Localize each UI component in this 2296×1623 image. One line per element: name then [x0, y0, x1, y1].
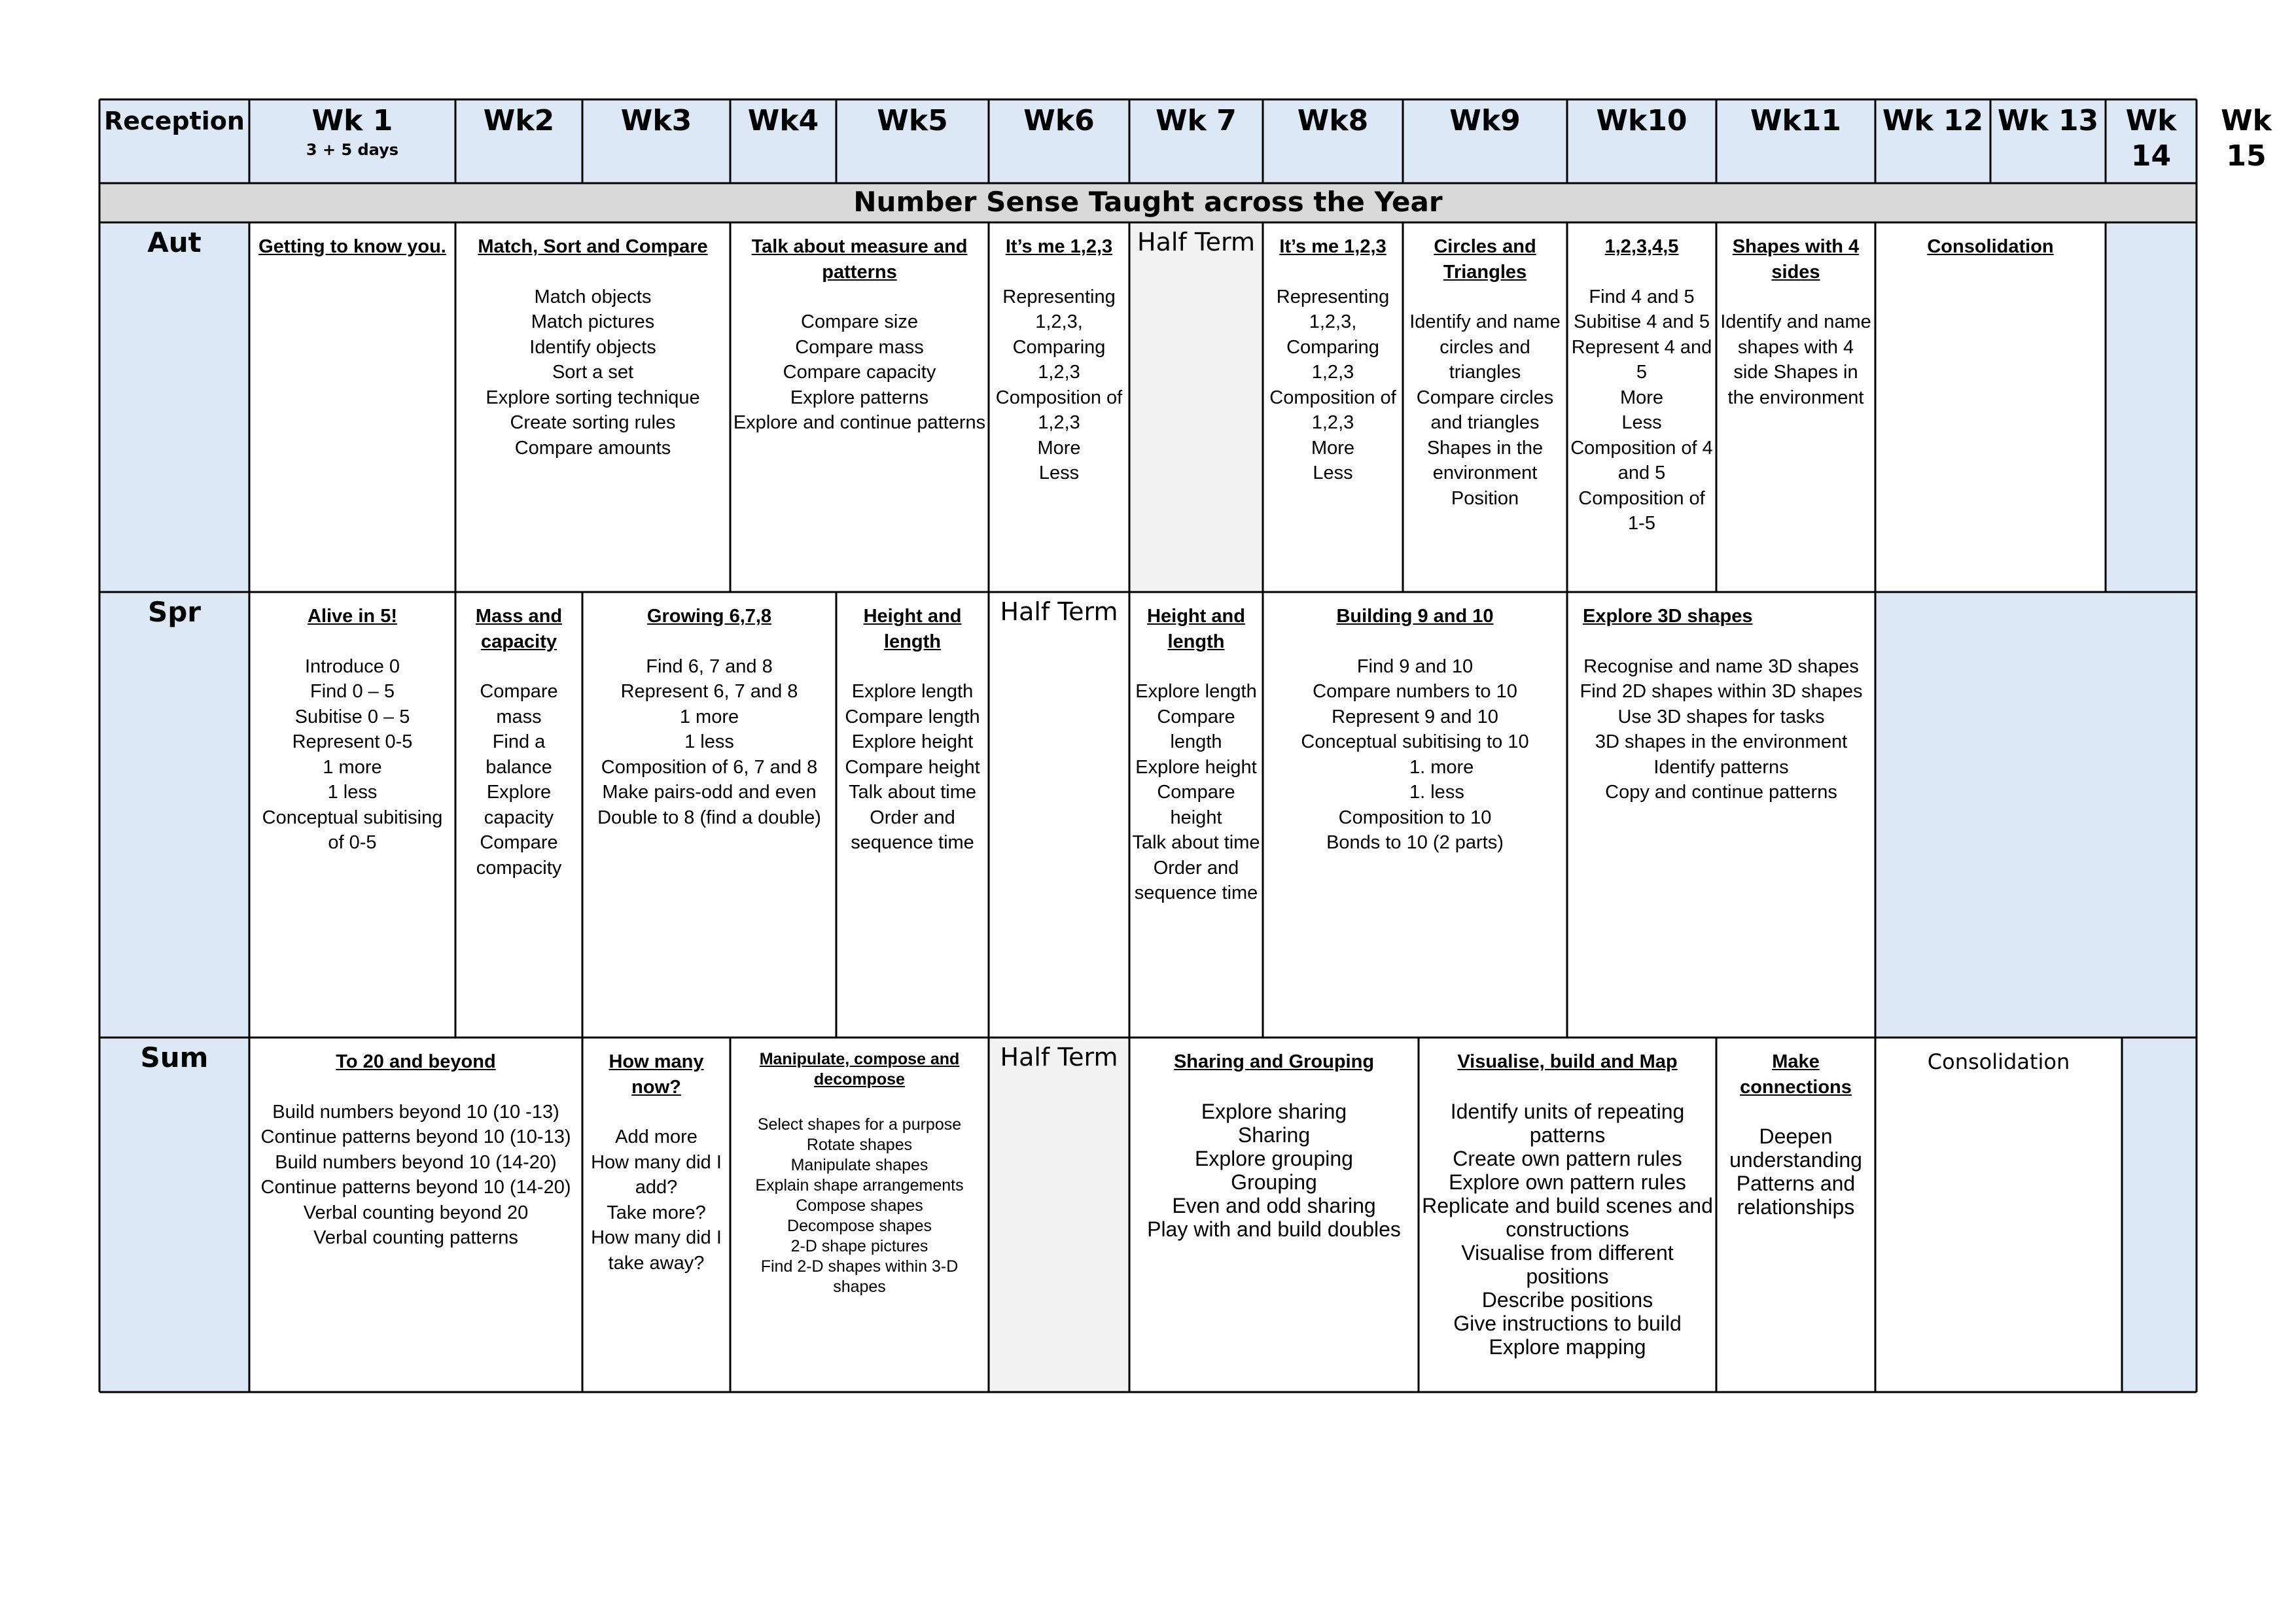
- topic-line: Explore length: [851, 681, 974, 702]
- week-header: [1716, 99, 1875, 183]
- topic-line: Compare numbers to 10: [1313, 681, 1517, 702]
- topic-line: Match objects: [534, 286, 652, 307]
- aut-topic-cell: [730, 222, 989, 592]
- topic-line: 3D shapes in the environment: [1595, 731, 1848, 752]
- topic-line: Composition to 10: [1338, 807, 1492, 828]
- week-label: Wk4: [747, 104, 819, 137]
- week-header: [249, 99, 455, 183]
- topic-title: 1,2,3,4,5: [1604, 236, 1679, 257]
- topic-line: Manipulate shapes: [790, 1156, 928, 1174]
- spacer: [1719, 1100, 1873, 1125]
- half-term-text: Half Term: [1137, 228, 1255, 256]
- topic-title: Growing 6,7,8: [646, 606, 772, 627]
- term-label-spr: [99, 592, 249, 1038]
- topic-line: Play with and build doubles: [1147, 1217, 1401, 1241]
- aut-topic-cell: [455, 222, 730, 592]
- topic-line: Explore sorting technique: [486, 387, 700, 408]
- topic-line: 1 more: [323, 756, 382, 778]
- week-label: Wk 13: [1997, 104, 2099, 137]
- sum-topic-cell: [1419, 1038, 1716, 1392]
- topic-line: Find 0 – 5: [310, 681, 395, 702]
- aut-topic-cell: [989, 222, 1129, 592]
- topic-line: Explore height: [1135, 756, 1257, 778]
- topic-line: Order and sequence time: [1134, 857, 1258, 903]
- topic-line: Less: [1038, 462, 1080, 483]
- spacer: [252, 629, 453, 654]
- topic-line: Representing 1,2,3,: [1002, 286, 1116, 332]
- topic-line: Double to 8 (find a double): [597, 807, 821, 828]
- topic-line: Describe positions: [1481, 1287, 1653, 1312]
- spr-end-bg: [1875, 592, 2197, 1038]
- topic-line: Less: [1313, 462, 1353, 483]
- topic-title: Consolidation: [1927, 236, 2054, 257]
- page-title-text: Number Sense Taught across the Year: [853, 186, 1443, 218]
- topic-line: More: [1619, 387, 1664, 408]
- topic-line: Composition of 1,2,3: [1269, 387, 1396, 433]
- topic-line: Identify and name shapes with 4 side Shapes in the environment: [1720, 311, 1871, 408]
- week-header: [1129, 99, 1263, 183]
- reception-label: Reception: [104, 107, 245, 135]
- topic-line: Position: [1451, 487, 1519, 509]
- topic-line: Representing 1,2,3,: [1276, 286, 1390, 332]
- topic-title: Make connections: [1740, 1051, 1852, 1098]
- topic-line: Visualise from different positions: [1461, 1240, 1674, 1288]
- sum-topic-cell: [1875, 1038, 2122, 1392]
- week-label: Wk8: [1297, 104, 1369, 137]
- spr-topic-cell: [455, 592, 582, 1038]
- week-label: Wk 7: [1156, 104, 1237, 137]
- spacer: [585, 629, 834, 654]
- week-header: [1263, 99, 1403, 183]
- topic-line: Compare compacity: [476, 832, 562, 879]
- topic-line: Bonds to 10 (2 parts): [1326, 832, 1504, 853]
- topic-line: Represent 4 and 5: [1571, 336, 1712, 383]
- topic-title: Sharing and Grouping: [1173, 1051, 1375, 1072]
- topic-line: Composition of 6, 7 and 8: [601, 756, 818, 778]
- spacer: [585, 1100, 728, 1125]
- topic-line: Explore length: [1135, 681, 1257, 702]
- spr-half-term: [989, 592, 1129, 1038]
- topic-line: Compose shapes: [796, 1196, 923, 1215]
- topic-title: Explore 3D shapes: [1583, 606, 1753, 627]
- topic-title: Consolidation: [1927, 1049, 2070, 1074]
- topic-line: Create sorting rules: [510, 412, 676, 433]
- topic-line: Copy and continue patterns: [1605, 782, 1837, 803]
- topic-title: To 20 and beyond: [336, 1051, 496, 1072]
- topic-line: Compare capacity: [783, 362, 936, 383]
- page-title: [99, 183, 2197, 222]
- topic-line: Comparing 1,2,3: [1286, 336, 1379, 383]
- topic-title: Talk about measure and patterns: [751, 236, 968, 283]
- topic-line: Verbal counting patterns: [313, 1227, 518, 1248]
- topic-title: Shapes with 4 sides: [1732, 236, 1860, 283]
- topic-line: Find 9 and 10: [1356, 655, 1474, 677]
- topic-line: Create own pattern rules: [1453, 1146, 1682, 1170]
- spr-topic-cell: [1263, 592, 1567, 1038]
- topic-line: Find 2D shapes within 3D shapes: [1580, 681, 1863, 702]
- spacer: [458, 260, 728, 285]
- term-label-text: Aut: [147, 226, 202, 258]
- week-label: Wk 15: [2221, 104, 2272, 173]
- topic-line: Explore and continue patterns: [733, 412, 986, 433]
- topic-line: Identify objects: [529, 336, 656, 358]
- topic-line: Compare mass: [480, 681, 558, 727]
- aut-topic-cell: [1716, 222, 1875, 592]
- spacer: [1132, 1075, 1416, 1100]
- topic-line: More: [1037, 437, 1081, 459]
- topic-line: Deepen understanding Patterns and relationships: [1729, 1125, 1862, 1219]
- reception-header: [99, 99, 249, 183]
- topic-line: Compare size: [801, 311, 918, 332]
- topic-line: Decompose shapes: [787, 1217, 932, 1235]
- sum-topic-cell: [1716, 1038, 1875, 1392]
- topic-line: Comparing 1,2,3: [1012, 336, 1106, 383]
- week-label: Wk 12: [1882, 104, 1984, 137]
- topic-line: 1. more: [1409, 756, 1474, 778]
- topic-line: Select shapes for a purpose: [757, 1115, 962, 1134]
- week-header: [582, 99, 730, 183]
- topic-line: Talk about time: [848, 782, 977, 803]
- topic-line: Continue patterns beyond 10 (14-20): [260, 1177, 571, 1198]
- spacer: [458, 654, 580, 679]
- topic-line: Add more: [615, 1126, 698, 1147]
- aut-topic-cell: [1403, 222, 1567, 592]
- topic-line: Represent 6, 7 and 8: [620, 681, 798, 702]
- topic-line: Introduce 0: [304, 655, 400, 677]
- topic-title: Match, Sort and Compare: [478, 236, 708, 257]
- week-sub-label: 3 + 5 days: [306, 141, 399, 159]
- topic-line: Identify and name circles and triangles: [1409, 311, 1561, 383]
- week-header: [1990, 99, 2106, 183]
- term-label-sum: [99, 1038, 249, 1392]
- topic-line: 1 less: [327, 782, 378, 803]
- topic-line: Compare length: [845, 706, 980, 727]
- topic-line: Find a balance: [486, 731, 552, 778]
- topic-line: Take more?: [607, 1202, 706, 1223]
- topic-line: Represent 9 and 10: [1332, 706, 1498, 727]
- topic-line: Explore own pattern rules: [1449, 1170, 1686, 1194]
- topic-title: Getting to know you.: [258, 236, 446, 257]
- topic-line: Give instructions to build: [1453, 1311, 1682, 1335]
- half-term-text: Half Term: [1000, 1043, 1118, 1072]
- topic-line: 1. less: [1409, 782, 1464, 803]
- term-label-text: Spr: [147, 596, 202, 628]
- topic-line: Subitise 4 and 5: [1574, 311, 1710, 332]
- spr-topic-cell: [1129, 592, 1263, 1038]
- topic-title: How many now?: [609, 1051, 704, 1098]
- topic-title: It’s me 1,2,3: [1005, 236, 1113, 257]
- topic-line: Composition of 1-5: [1578, 487, 1705, 534]
- term-label-aut: [99, 222, 249, 592]
- topic-line: Match pictures: [531, 311, 655, 332]
- aut-topic-cell: [1567, 222, 1716, 592]
- topic-line: Explore height: [851, 731, 974, 752]
- topic-line: Identify units of repeating patterns: [1450, 1099, 1685, 1147]
- topic-line: How many did I take away?: [591, 1227, 722, 1274]
- topic-title: Circles and Triangles: [1434, 236, 1536, 283]
- sum-topic-cell: [730, 1038, 989, 1392]
- spr-topic-cell: [836, 592, 989, 1038]
- topic-title: Alive in 5!: [308, 606, 397, 627]
- sum-end-bg: [2122, 1038, 2197, 1392]
- topic-line: 1 more: [679, 706, 739, 727]
- topic-line: Subitise 0 – 5: [294, 706, 410, 727]
- half-term-text: Half Term: [1000, 597, 1118, 626]
- topic-line: Identify patterns: [1653, 756, 1789, 778]
- sum-topic-cell: [249, 1038, 582, 1392]
- topic-line: Explore grouping: [1195, 1146, 1353, 1170]
- topic-line: Represent 0-5: [292, 731, 413, 752]
- topic-line: Sharing: [1237, 1123, 1311, 1147]
- topic-line: Order and sequence time: [851, 807, 974, 853]
- spacer: [991, 260, 1127, 285]
- topic-title: Manipulate, compose and decompose: [759, 1050, 960, 1089]
- topic-line: Verbal counting beyond 20: [303, 1202, 529, 1223]
- spacer: [1132, 654, 1260, 679]
- spr-topic-cell: [582, 592, 836, 1038]
- week-label: Wk 1: [311, 104, 393, 137]
- topic-title: Height and length: [1147, 606, 1245, 652]
- topic-line: Explore mapping: [1489, 1335, 1646, 1359]
- topic-line: Compare amounts: [514, 437, 671, 459]
- aut-wk15-bg: [2106, 222, 2197, 592]
- aut-topic-cell: [1875, 222, 2106, 592]
- spacer: [1265, 260, 1400, 285]
- topic-line: Make pairs-odd and even: [602, 782, 817, 803]
- spacer: [839, 654, 986, 679]
- aut-topic-cell: [1263, 222, 1403, 592]
- spacer: [1719, 285, 1873, 309]
- topic-line: Explain shape arrangements: [755, 1176, 964, 1195]
- topic-title: Building 9 and 10: [1336, 606, 1494, 627]
- topic-line: More: [1311, 437, 1355, 459]
- topic-line: Conceptual subitising of 0-5: [262, 807, 443, 853]
- week-header: [836, 99, 989, 183]
- week-header: [1567, 99, 1716, 183]
- topic-line: Find 2-D shapes within 3-D shapes: [760, 1257, 959, 1296]
- spr-topic-cell: [249, 592, 455, 1038]
- topic-line: Grouping: [1231, 1170, 1317, 1194]
- topic-title: Mass and capacity: [475, 606, 563, 652]
- topic-line: Compare length: [1157, 706, 1235, 752]
- week-header: [455, 99, 582, 183]
- aut-topic-cell: [249, 222, 455, 592]
- topic-line: Explore capacity: [484, 782, 554, 828]
- week-label: Wk10: [1596, 104, 1687, 137]
- aut-half-term: [1129, 222, 1263, 592]
- topic-line: Find 6, 7 and 8: [646, 655, 773, 677]
- spacer: [1570, 629, 1873, 654]
- topic-line: Conceptual subitising to 10: [1301, 731, 1529, 752]
- topic-line: How many did I add?: [591, 1151, 722, 1198]
- sum-topic-cell: [1129, 1038, 1419, 1392]
- topic-line: 2-D shape pictures: [790, 1237, 928, 1255]
- week-header: [1875, 99, 1990, 183]
- week-header: [989, 99, 1129, 183]
- topic-line: Replicate and build scenes and constructions: [1422, 1193, 1713, 1241]
- topic-line: Recognise and name 3D shapes: [1583, 655, 1859, 677]
- topic-line: Continue patterns beyond 10 (10-13): [260, 1126, 571, 1147]
- topic-line: Compare height: [1157, 782, 1235, 828]
- week-header: [1403, 99, 1567, 183]
- spacer: [1405, 285, 1564, 309]
- sum-half-term: [989, 1038, 1129, 1392]
- topic-line: Less: [1621, 412, 1662, 433]
- topic-line: Composition of 4 and 5: [1570, 437, 1713, 483]
- spacer: [733, 285, 986, 309]
- week-label: Wk2: [483, 104, 555, 137]
- week-header: [2197, 99, 2296, 183]
- spr-topic-cell: [1567, 592, 1875, 1038]
- week-header: [2106, 99, 2197, 183]
- topic-line: Compare circles and triangles: [1416, 387, 1554, 433]
- week-label: Wk 14: [2125, 104, 2177, 173]
- week-label: Wk6: [1023, 104, 1095, 137]
- week-label: Wk5: [877, 104, 948, 137]
- week-label: Wk9: [1449, 104, 1521, 137]
- week-label: Wk11: [1750, 104, 1842, 137]
- spacer: [1570, 260, 1714, 285]
- topic-title: Height and length: [863, 606, 962, 652]
- topic-line: Use 3D shapes for tasks: [1617, 706, 1825, 727]
- spacer: [1421, 1075, 1714, 1100]
- spacer: [252, 1075, 580, 1100]
- topic-line: Even and odd sharing: [1172, 1193, 1376, 1217]
- topic-line: Shapes in the environment: [1426, 437, 1544, 483]
- spacer: [1265, 629, 1564, 654]
- topic-line: Find 4 and 5: [1589, 286, 1695, 307]
- topic-title: Visualise, build and Map: [1457, 1051, 1678, 1072]
- term-label-text: Sum: [140, 1041, 209, 1073]
- topic-line: Explore sharing: [1201, 1099, 1347, 1123]
- topic-line: Build numbers beyond 10 (10 -13): [272, 1101, 559, 1123]
- topic-line: Compare height: [845, 756, 980, 778]
- week-header: [730, 99, 836, 183]
- week-label: Wk3: [620, 104, 692, 137]
- topic-line: Sort a set: [552, 362, 634, 383]
- topic-line: Build numbers beyond 10 (14-20): [275, 1151, 557, 1173]
- topic-line: Compare mass: [795, 336, 924, 358]
- topic-line: Rotate shapes: [806, 1136, 913, 1154]
- topic-line: Explore patterns: [790, 387, 929, 408]
- topic-line: Composition of 1,2,3: [995, 387, 1123, 433]
- sum-topic-cell: [582, 1038, 730, 1392]
- topic-line: Talk about time: [1132, 832, 1260, 853]
- topic-line: 1 less: [684, 731, 734, 752]
- topic-title: It’s me 1,2,3: [1279, 236, 1386, 257]
- spacer: [733, 1090, 986, 1115]
